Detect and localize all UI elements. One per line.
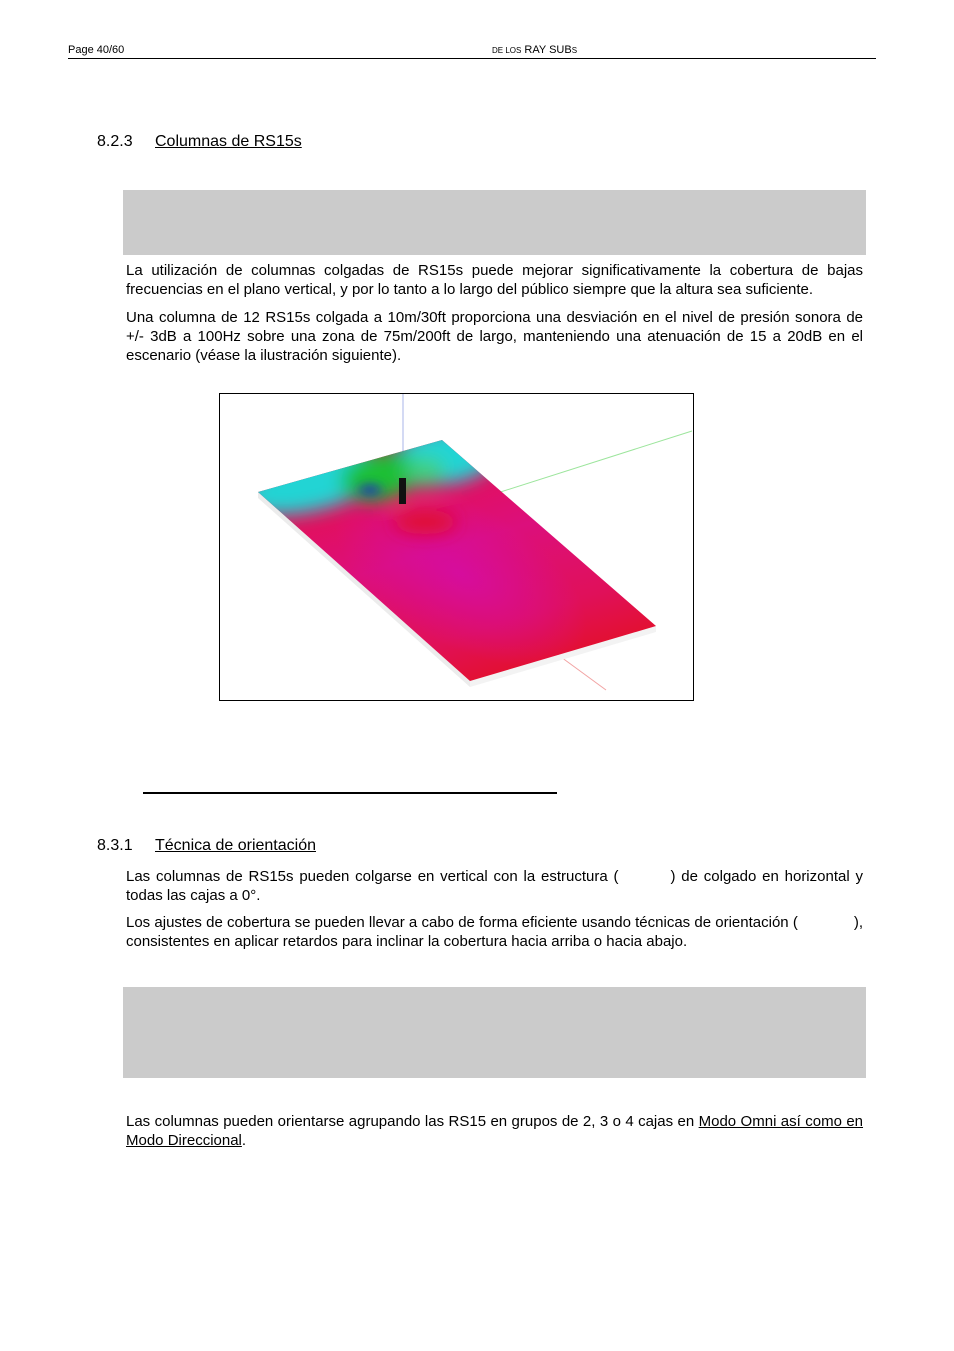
paragraph: La utilización de columnas colgadas de RS15s puede mejorar significativamente la cobertura de bajas frecuencias en el plano vertical, y por lo tanto a lo largo del público siempre que la altura sea suficiente.	[126, 262, 863, 298]
paragraph	[126, 1112, 863, 1150]
paragraph: Una columna de 12 RS15s colgada a 10m/30ft proporciona una desviación en el nivel de presión sonora de +/- 3dB a 100Hz sobre una zona de 75m/200ft de largo, manteniendo una atenuación de 15 a 20dB en el escenario (véase la ilustración siguiente).	[126, 309, 863, 364]
speaker-column	[399, 478, 406, 504]
note-box	[123, 190, 866, 255]
paragraph-text: ), consistentes en aplicar retardos para inclinar la cobertura hacia arriba o hacia abajo.	[126, 914, 863, 950]
paragraph-text: Las columnas de RS15s pueden colgarse en vertical con la estructura (	[126, 868, 619, 885]
section-number: 8.2.3	[97, 133, 133, 150]
note-box	[123, 987, 866, 1078]
section-title: Columnas de RS15s	[155, 133, 302, 150]
spl-coverage-figure	[219, 393, 694, 701]
document-title-suffix: S	[571, 46, 578, 55]
paragraph-text: ) de colgado en horizontal y todas las cajas a 0°.	[126, 868, 863, 904]
paragraph-text: Los ajustes de cobertura se pueden llevar a cabo de forma eficiente usando técnicas de orientación (	[126, 914, 798, 931]
document-title-main: RAY SUB	[524, 44, 572, 56]
section-number: 8.3.1	[97, 837, 133, 854]
paragraph-text: Las columnas pueden orientarse agrupando las RS15 en grupos de 2, 3 o 4 cajas en	[126, 1113, 699, 1130]
spl-coverage-map	[220, 394, 693, 700]
paragraph	[126, 867, 863, 905]
divider-line	[143, 792, 557, 794]
cross-reference-link[interactable]: Modo Omni así como en Modo Direccional	[126, 1113, 864, 1149]
page-header	[68, 44, 876, 59]
section-title: Técnica de orientación	[155, 837, 316, 854]
paragraph	[126, 913, 863, 951]
paragraph-text: .	[241, 1132, 247, 1149]
page-number: Page 40/60	[68, 44, 125, 56]
document-title	[492, 44, 577, 56]
document-title-prefix: DE LOS	[492, 46, 522, 55]
